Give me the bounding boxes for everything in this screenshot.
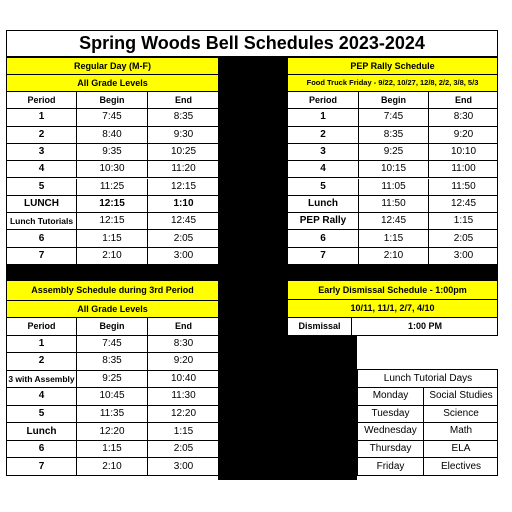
period-cell: 6 xyxy=(7,230,77,247)
period-cell: 1 xyxy=(288,109,359,126)
begin-cell: 7:45 xyxy=(359,109,429,126)
tutorial-day: Friday xyxy=(358,458,424,476)
regular-schedule xyxy=(6,57,219,265)
end-cell: 1:10 xyxy=(148,196,219,213)
end-cell: 2:05 xyxy=(148,230,219,247)
begin-cell: 11:50 xyxy=(359,196,429,213)
column-header-period: Period xyxy=(7,92,77,109)
early-dates: 10/11, 11/1, 2/7, 4/10 xyxy=(288,300,498,318)
end-cell: 12:20 xyxy=(148,406,219,424)
period-cell: 3 xyxy=(288,144,359,161)
end-cell: 10:10 xyxy=(429,144,498,161)
begin-cell: 1:15 xyxy=(77,230,148,247)
begin-cell: 12:45 xyxy=(359,213,429,230)
tutorial-day: Tuesday xyxy=(358,406,424,424)
end-cell: 11:20 xyxy=(148,161,219,178)
end-cell: 10:40 xyxy=(148,371,219,389)
tutorial-day: Monday xyxy=(358,388,424,406)
end-cell: 2:05 xyxy=(148,441,219,459)
tutorial-day: Thursday xyxy=(358,441,424,459)
period-cell: Lunch xyxy=(7,423,77,441)
begin-cell: 9:35 xyxy=(77,144,148,161)
horizontal-divider xyxy=(6,264,498,280)
dismissal-time: 1:00 PM xyxy=(352,318,498,336)
period-cell: 4 xyxy=(7,161,77,178)
column-header-end: End xyxy=(148,318,219,336)
end-cell: 11:50 xyxy=(429,179,498,196)
period-cell: LUNCH xyxy=(7,196,77,213)
begin-cell: 2:10 xyxy=(359,248,429,265)
column-header-end: End xyxy=(148,92,219,109)
end-cell: 9:20 xyxy=(148,353,219,371)
begin-cell: 11:35 xyxy=(77,406,148,424)
end-cell: 10:25 xyxy=(148,144,219,161)
period-cell: Lunch xyxy=(288,196,359,213)
begin-cell: 10:15 xyxy=(359,161,429,178)
assembly-heading: Assembly Schedule during 3rd Period xyxy=(7,281,219,301)
begin-cell: 11:25 xyxy=(77,179,148,196)
early-dismissal xyxy=(287,280,498,336)
end-cell: 11:30 xyxy=(148,388,219,406)
end-cell: 12:45 xyxy=(429,196,498,213)
assembly-subheading: All Grade Levels xyxy=(7,301,219,318)
period-cell: 7 xyxy=(288,248,359,265)
begin-cell: 12:15 xyxy=(77,196,148,213)
tutorial-subject: Electives xyxy=(424,458,498,476)
tutorial-subject: ELA xyxy=(424,441,498,459)
end-cell: 12:45 xyxy=(148,213,219,230)
period-cell: Lunch Tutorials xyxy=(7,213,77,230)
begin-cell: 8:40 xyxy=(77,127,148,144)
end-cell: 3:00 xyxy=(429,248,498,265)
period-cell: 5 xyxy=(7,406,77,424)
column-header-begin: Begin xyxy=(77,92,148,109)
pep-subheading: Food Truck Friday - 9/22, 10/27, 12/8, 2/2, 3/8, 5/3 xyxy=(288,75,498,92)
end-cell: 8:30 xyxy=(429,109,498,126)
column-header-begin: Begin xyxy=(77,318,148,336)
end-cell: 9:30 xyxy=(148,127,219,144)
page-title: Spring Woods Bell Schedules 2023-2024 xyxy=(6,30,498,57)
dismissal-label: Dismissal xyxy=(288,318,352,336)
begin-cell: 8:35 xyxy=(359,127,429,144)
period-cell: 3 with Assembly xyxy=(7,371,77,389)
column-header-begin: Begin xyxy=(359,92,429,109)
regular-heading: Regular Day (M-F) xyxy=(7,58,219,75)
period-cell: 6 xyxy=(288,230,359,247)
regular-subheading: All Grade Levels xyxy=(7,75,219,92)
period-cell: 5 xyxy=(7,179,77,196)
tutorial-subject: Social Studies xyxy=(424,388,498,406)
pep-heading: PEP Rally Schedule xyxy=(288,58,498,75)
begin-cell: 1:15 xyxy=(359,230,429,247)
end-cell: 11:00 xyxy=(429,161,498,178)
begin-cell: 10:30 xyxy=(77,161,148,178)
begin-cell: 10:45 xyxy=(77,388,148,406)
period-cell: 4 xyxy=(288,161,359,178)
begin-cell: 11:05 xyxy=(359,179,429,196)
end-cell: 8:35 xyxy=(148,109,219,126)
lunch-tutorial-table xyxy=(357,369,498,476)
tutorial-subject: Math xyxy=(424,423,498,441)
begin-cell: 9:25 xyxy=(359,144,429,161)
column-header-end: End xyxy=(429,92,498,109)
period-cell: 1 xyxy=(7,336,77,354)
end-cell: 12:15 xyxy=(148,179,219,196)
begin-cell: 2:10 xyxy=(77,248,148,265)
begin-cell: 8:35 xyxy=(77,353,148,371)
period-cell: 2 xyxy=(288,127,359,144)
lower-right-black-fill xyxy=(287,336,357,480)
end-cell: 1:15 xyxy=(148,423,219,441)
period-cell: 2 xyxy=(7,353,77,371)
pep-rally-schedule xyxy=(287,57,498,265)
tutorial-heading: Lunch Tutorial Days xyxy=(358,370,498,388)
period-cell: 1 xyxy=(7,109,77,126)
begin-cell: 12:15 xyxy=(77,213,148,230)
end-cell: 2:05 xyxy=(429,230,498,247)
assembly-schedule xyxy=(6,280,219,476)
period-cell: 4 xyxy=(7,388,77,406)
column-header-period: Period xyxy=(7,318,77,336)
end-cell: 8:30 xyxy=(148,336,219,354)
period-cell: 2 xyxy=(7,127,77,144)
begin-cell: 1:15 xyxy=(77,441,148,459)
early-heading: Early Dismissal Schedule - 1:00pm xyxy=(288,281,498,300)
begin-cell: 9:25 xyxy=(77,371,148,389)
period-cell: 6 xyxy=(7,441,77,459)
end-cell: 9:20 xyxy=(429,127,498,144)
period-cell: PEP Rally xyxy=(288,213,359,230)
period-cell: 5 xyxy=(288,179,359,196)
begin-cell: 2:10 xyxy=(77,458,148,476)
end-cell: 1:15 xyxy=(429,213,498,230)
period-cell: 7 xyxy=(7,458,77,476)
column-header-period: Period xyxy=(288,92,359,109)
end-cell: 3:00 xyxy=(148,248,219,265)
tutorial-subject: Science xyxy=(424,406,498,424)
period-cell: 3 xyxy=(7,144,77,161)
begin-cell: 12:20 xyxy=(77,423,148,441)
begin-cell: 7:45 xyxy=(77,109,148,126)
tutorial-day: Wednesday xyxy=(358,423,424,441)
period-cell: 7 xyxy=(7,248,77,265)
end-cell: 3:00 xyxy=(148,458,219,476)
begin-cell: 7:45 xyxy=(77,336,148,354)
